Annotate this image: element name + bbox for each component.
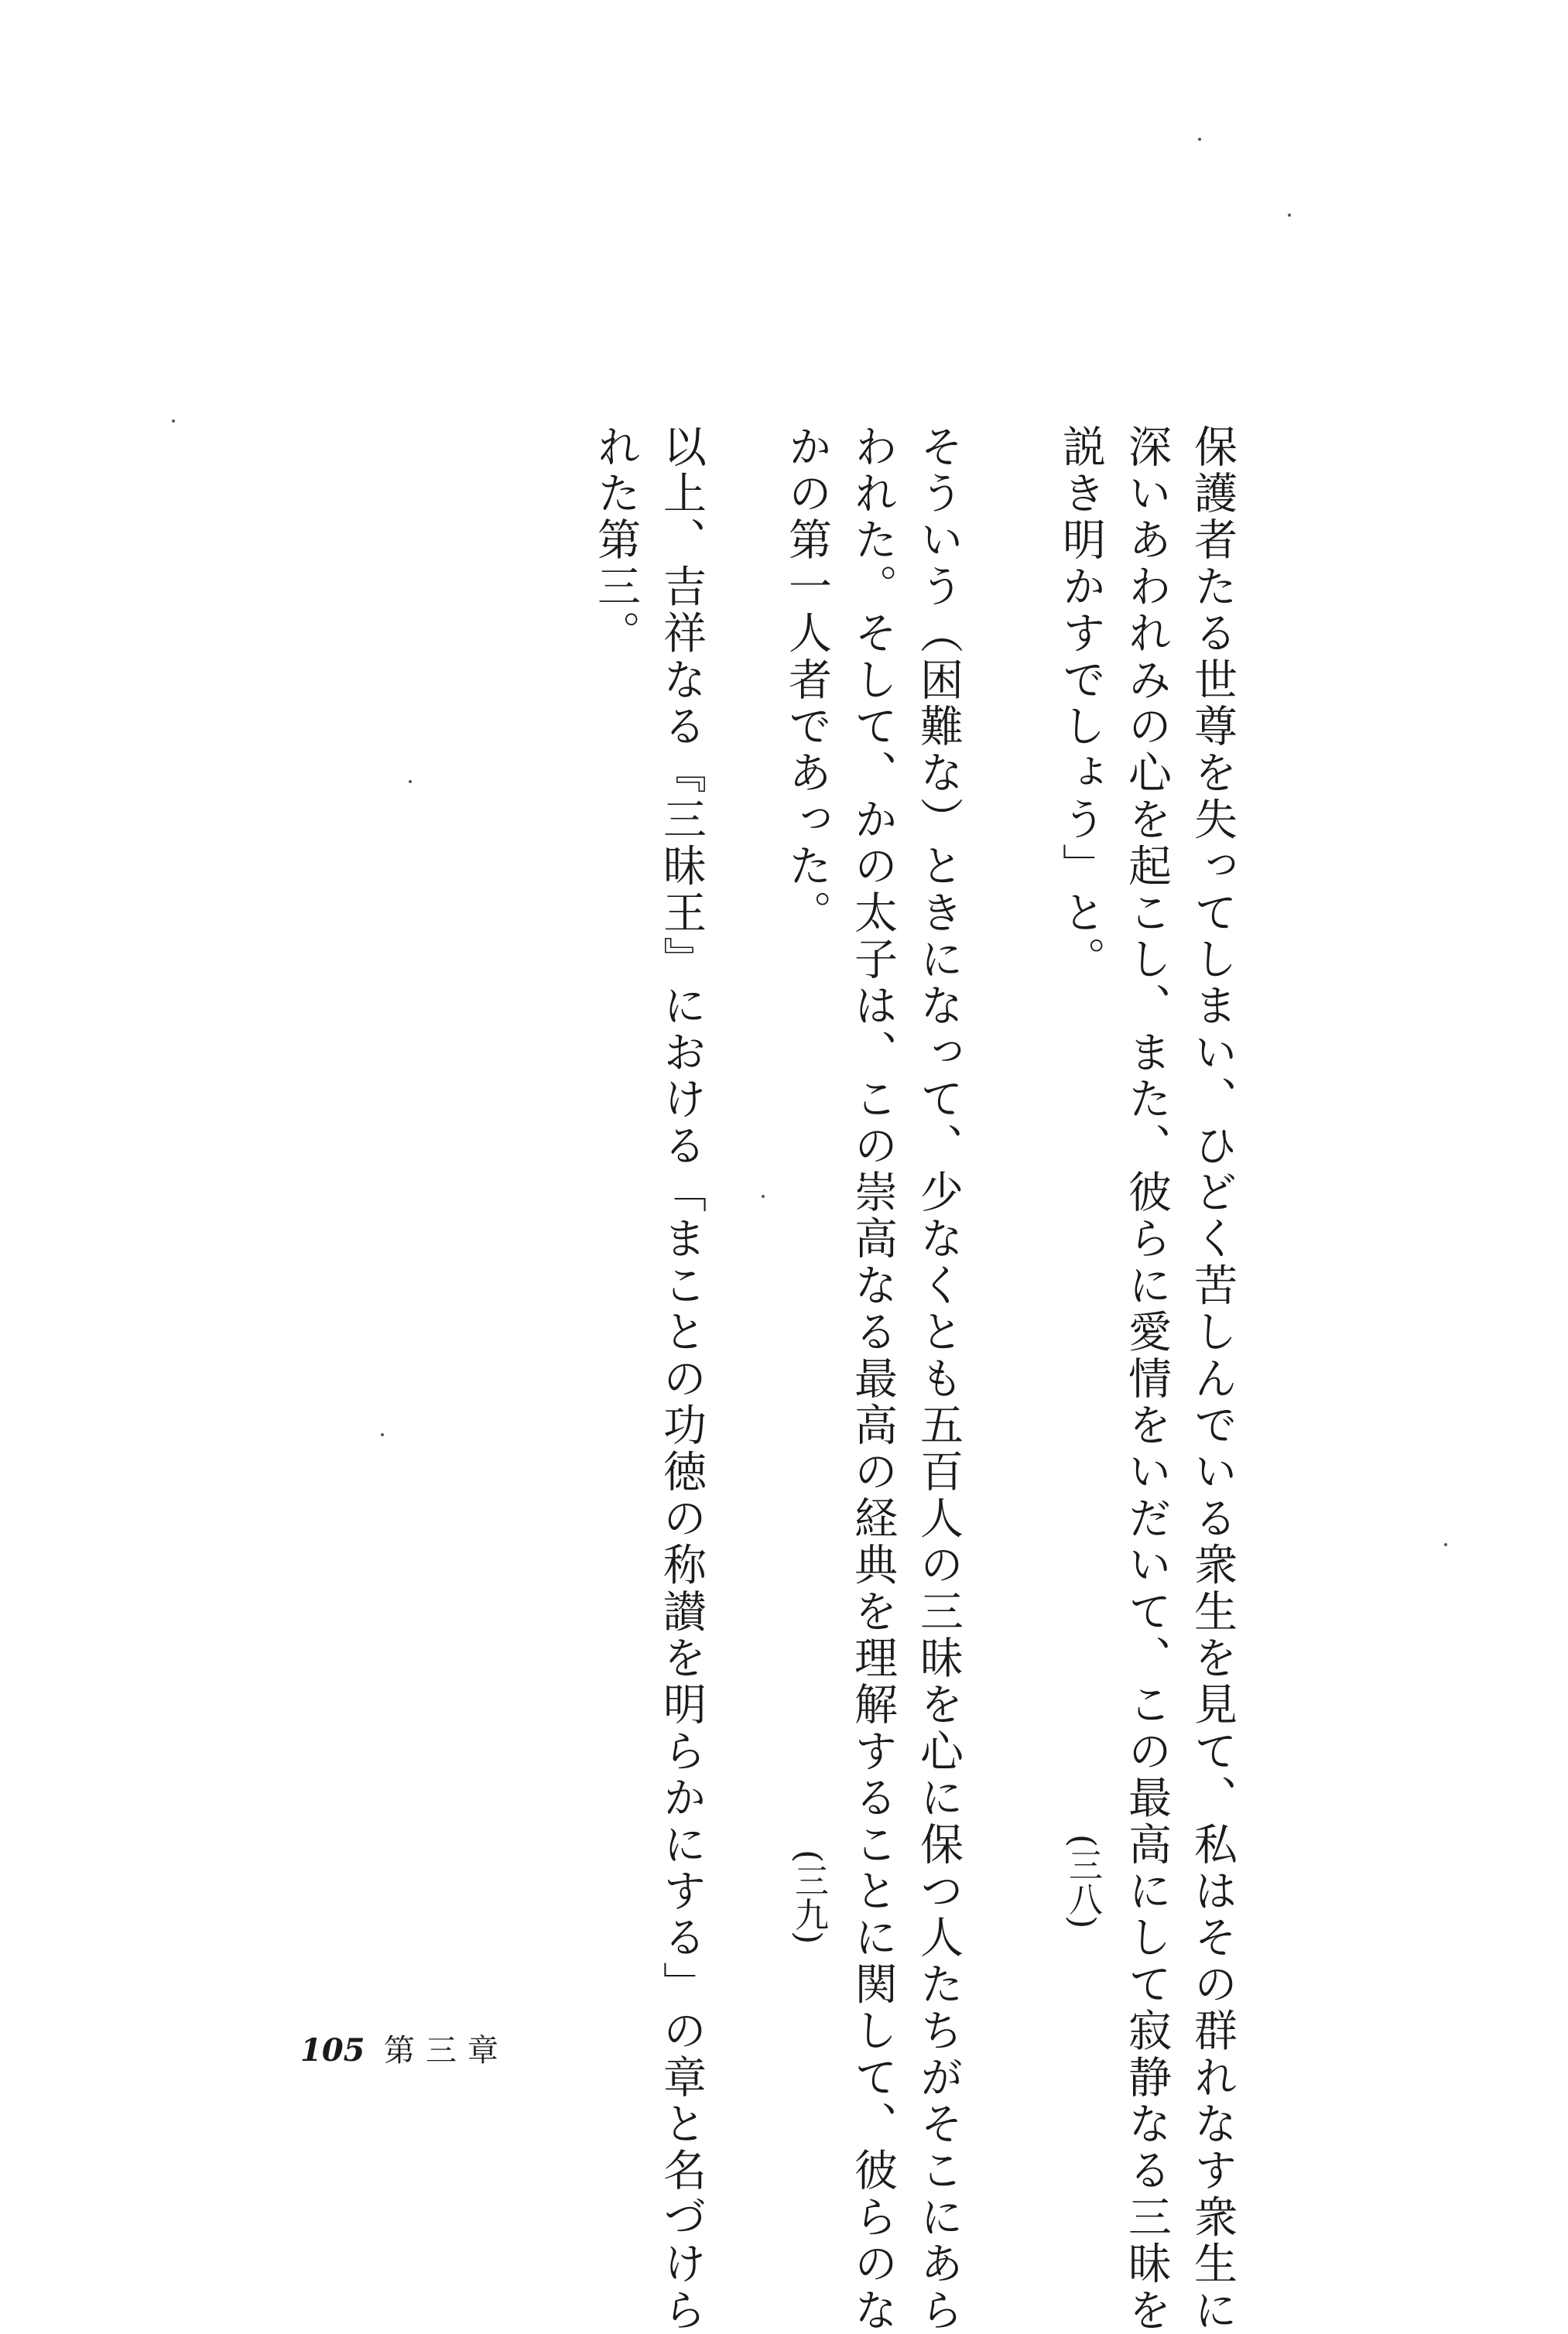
chapter-heading: 第三章 [384,2033,509,2069]
page-number: 105 [300,2032,365,2069]
text-column-1: 保護者たる世尊を失ってしまい、ひどく苦しんでいる衆生を見て、私はその群れなす衆生に [1187,424,1238,2334]
scan-speck [381,1433,384,1436]
scan-speck [1198,138,1201,141]
scan-speck [172,419,175,423]
scan-speck [1288,214,1291,217]
verse-number-38: (三八) [1063,1834,1102,1929]
scan-speck [1444,1543,1447,1546]
text-column-2: 深いあわれみの心を起こし、また、彼らに愛情をいだいて、この最高にして寂静なる三昧を [1121,424,1172,2334]
scan-speck [762,1195,765,1198]
text-column-5: われた。そして、かの太子は、この崇高なる最高の経典を理解することに関して、彼らのな [847,424,898,2334]
text-column-8: れた第三。 [591,424,641,657]
text-column-4: そういう（困難な）ときになって、少なくとも五百人の三昧を心に保つ人たちがそこにあら [913,424,964,2334]
scan-speck [409,780,412,783]
text-column-6: かの第一人者であった。 [782,424,832,937]
verse-number-39: (三九) [789,1850,828,1945]
text-column-3: 説き明かすでしょう」と。 [1056,424,1106,984]
text-column-7: 以上、吉祥なる『三昧王』における「まことの功徳の称讃を明らかにする」の章と名づけら [656,424,707,2334]
